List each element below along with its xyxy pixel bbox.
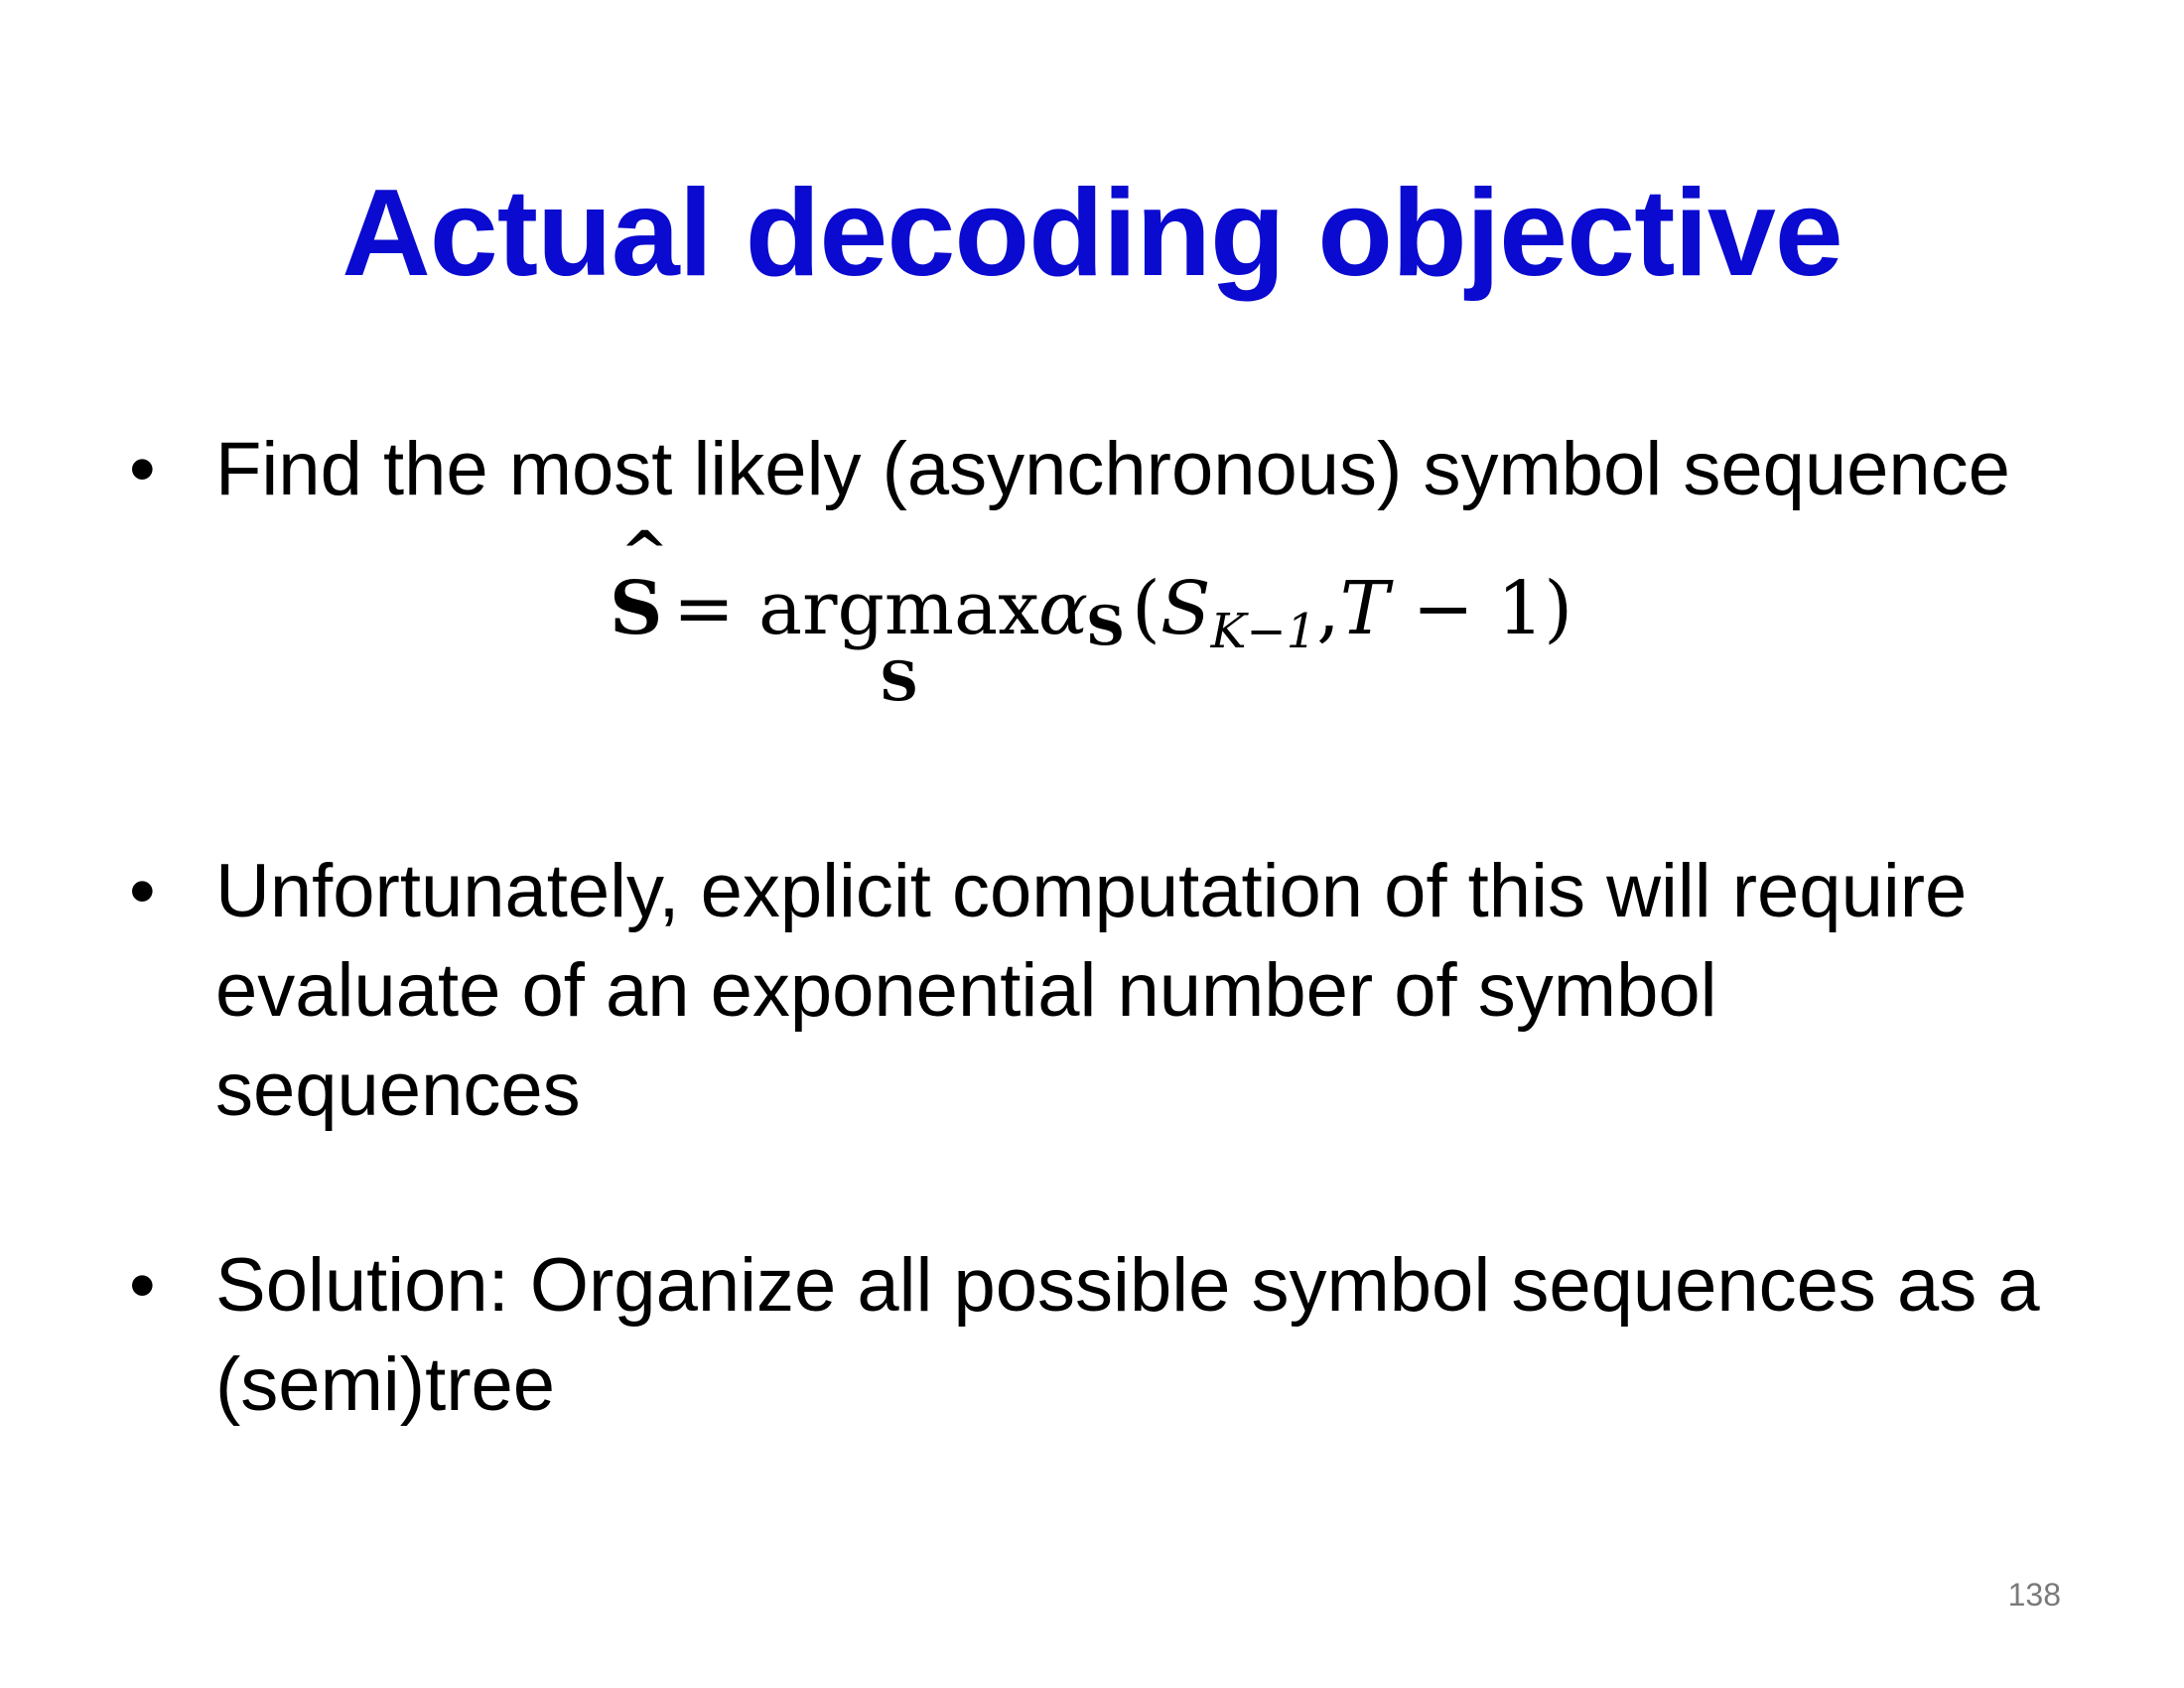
page-number: 138 [2007,1577,2061,1613]
equation-argmax: argmax [758,566,1039,651]
equation-equals: = [673,566,736,651]
equation-alpha: α [1038,566,1088,651]
bullet-text: Find the most likely (asynchronous) symbol sequence [215,427,2010,511]
slide-title: Actual decoding objective [341,165,1843,302]
equation-argmax-subscript: S [880,649,918,713]
bullet-text: Solution: Organize all possible symbol sequences as a (semi)tree [215,1243,2040,1427]
bullet-item [129,842,2085,1140]
bullet-dot-icon: • [129,849,156,933]
equation-lhs: ^ S [610,518,669,651]
equation-arguments: $(S_{K-1},T - 1)$ [1132,566,1573,659]
bullet-dot-icon: • [129,1243,156,1328]
bullet-text: Unfortunately, explicit computation of this will require evaluate of an exponential number of symbol sequences [215,849,1968,1132]
bullet-dot-icon: • [129,427,156,511]
bullet-item [129,1236,2085,1435]
equation-hat: ^ [620,518,669,586]
equation-alpha-subscript: S [1086,594,1125,657]
bullet-item [129,420,2085,519]
